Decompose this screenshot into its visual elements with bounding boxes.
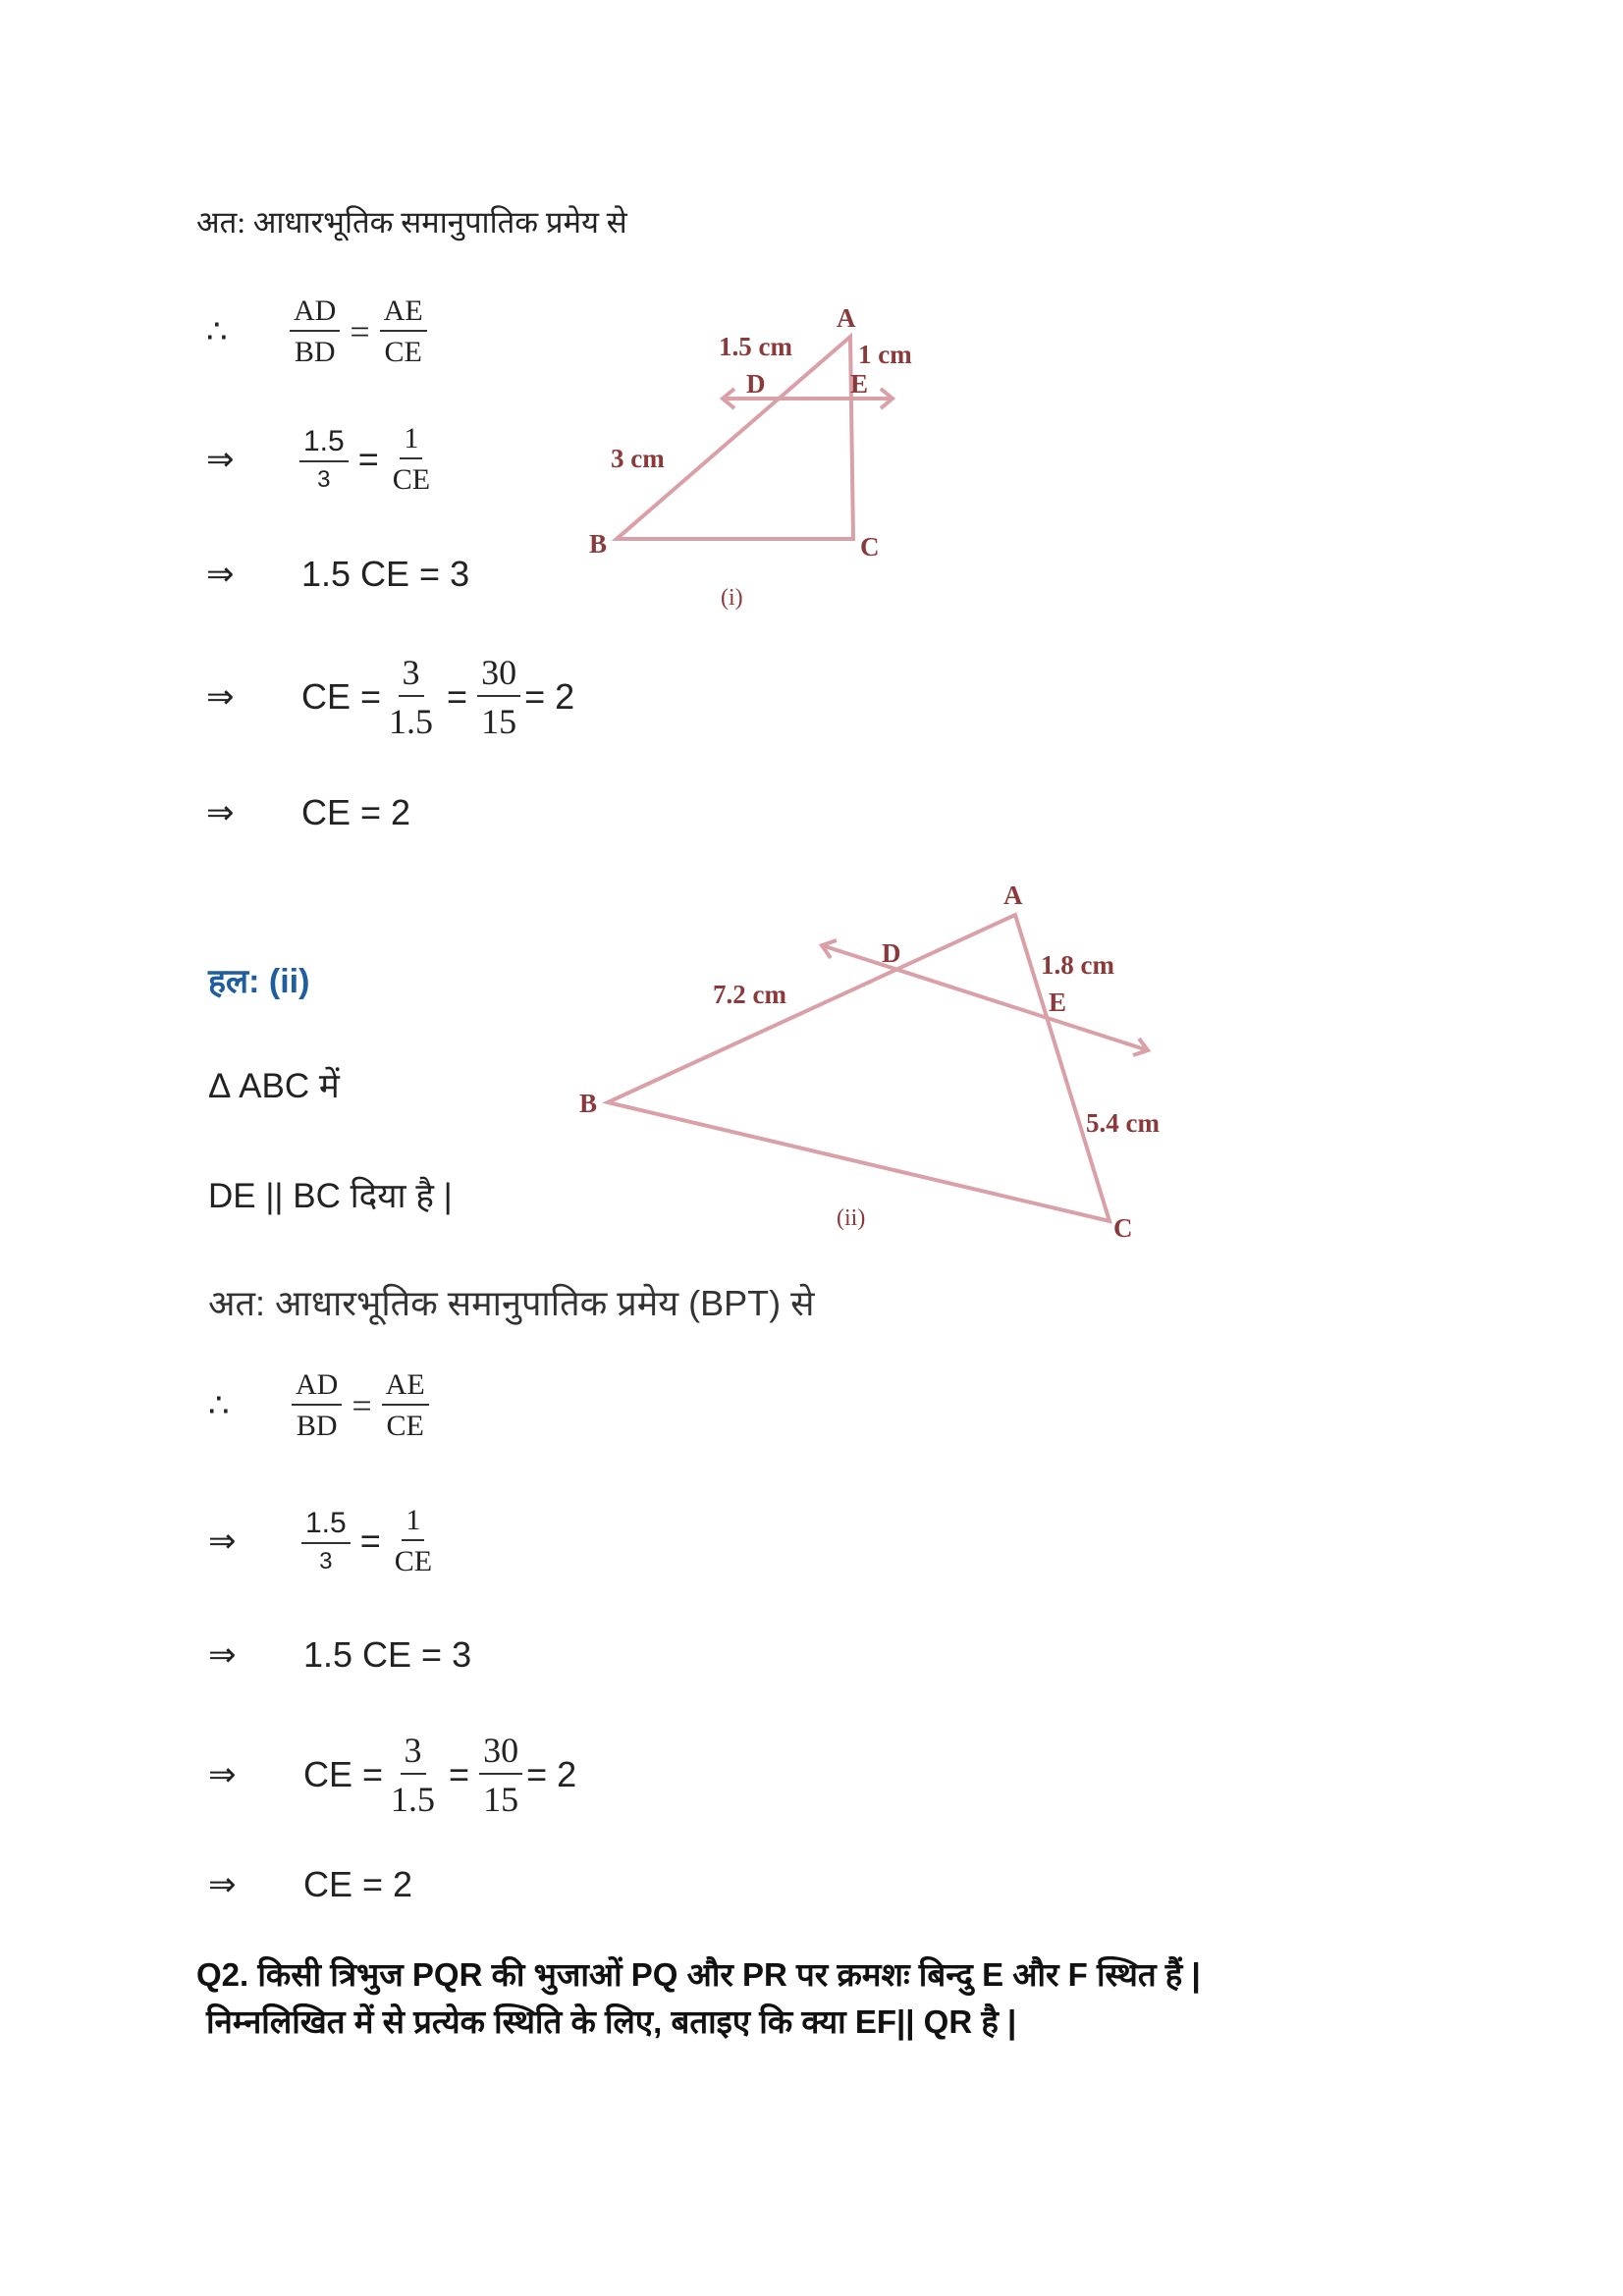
numerator: 1.5	[299, 425, 349, 462]
numerator: AE	[380, 294, 427, 332]
triangle-statement: Δ ABC में	[208, 1067, 340, 1105]
implies-symbol: ⇒	[208, 1522, 237, 1560]
label-b: B	[579, 1089, 598, 1118]
numerator: 3	[401, 1730, 426, 1775]
implies-symbol: ⇒	[206, 556, 235, 593]
equation-rhs: = 2	[526, 1754, 577, 1794]
equation-5	[208, 1862, 412, 1907]
solution-heading: हल: (ii)	[208, 963, 310, 1000]
label-c: C	[860, 532, 880, 561]
equation-lhs: CE =	[301, 676, 382, 717]
label-db: 3 cm	[611, 444, 665, 473]
numerator: 30	[479, 1730, 522, 1775]
equation-2	[208, 1494, 440, 1588]
label-e: E	[850, 369, 869, 399]
implies-symbol: ⇒	[208, 1866, 237, 1903]
given-statement: DE || BC दिया है |	[208, 1177, 453, 1215]
denominator: CE	[384, 336, 422, 368]
question-q2-line2: निम्नलिखित में से प्रत्येक स्थिति के लिए, बताइए कि क्या EF|| QR है |	[206, 2003, 1017, 2040]
triangle-abc-ii	[608, 915, 1109, 1221]
denominator: CE	[392, 463, 431, 496]
label-e: E	[1049, 988, 1067, 1017]
equals: =	[447, 676, 468, 717]
implies-symbol: ⇒	[208, 1636, 237, 1674]
triangle-abc-i	[617, 337, 853, 539]
therefore-symbol: ∴	[206, 314, 228, 350]
question-q2-line1: Q2. किसी त्रिभुज PQR की भुजाओं PQ और PR पर क्रमशः बिन्दु E और F स्थित हैं |	[196, 1956, 1201, 1993]
label-d: D	[882, 938, 901, 968]
denominator: 1.5	[391, 1780, 436, 1819]
equation-text: CE = 2	[303, 1864, 413, 1904]
label-a: A	[1003, 881, 1023, 910]
equals: =	[449, 1754, 470, 1794]
equation-1	[208, 1359, 433, 1453]
numerator: 1	[402, 1504, 424, 1541]
equation-lhs: CE =	[303, 1754, 384, 1794]
denominator: CE	[394, 1545, 433, 1577]
label-c: C	[1113, 1213, 1133, 1243]
equation-3	[208, 1632, 471, 1678]
numerator: 3	[399, 652, 424, 697]
numerator: AE	[382, 1368, 429, 1406]
label-bd: 7.2 cm	[713, 980, 786, 1009]
equals: =	[357, 439, 379, 479]
numerator: 1.5	[301, 1507, 351, 1544]
numerator: AD	[292, 1368, 342, 1406]
numerator: 1	[400, 422, 422, 459]
implies-symbol: ⇒	[208, 1756, 237, 1793]
bpt-intro-2: अत: आधारभूतिक समानुपातिक प्रमेय (BPT) से	[208, 1283, 815, 1323]
equation-rhs: = 2	[524, 676, 575, 717]
label-a: A	[837, 303, 856, 333]
equation-4	[208, 1716, 576, 1834]
equation-text: CE = 2	[301, 792, 411, 832]
label-d: D	[746, 369, 766, 399]
numerator: 30	[477, 652, 520, 697]
equals: =	[352, 1386, 372, 1425]
equation-text: 1.5 CE = 3	[301, 554, 470, 594]
label-ec: 5.4 cm	[1086, 1108, 1160, 1138]
equals: =	[350, 312, 370, 351]
label-ae: 1.8 cm	[1041, 950, 1114, 980]
denominator: 1.5	[389, 702, 434, 741]
denominator: BD	[294, 336, 336, 368]
equals: =	[359, 1521, 381, 1561]
figure-caption-ii: (ii)	[837, 1205, 866, 1231]
implies-symbol: ⇒	[206, 794, 235, 831]
denominator: 3	[319, 1548, 333, 1575]
denominator: BD	[296, 1410, 338, 1442]
figure-i	[617, 337, 893, 539]
equation-text: 1.5 CE = 3	[303, 1634, 472, 1675]
bpt-intro-1: अत: आधारभूतिक समानुपातिक प्रमेय से	[196, 205, 627, 240]
denominator: 15	[481, 702, 517, 741]
label-ae: 1 cm	[858, 340, 912, 369]
denominator: 3	[317, 466, 331, 493]
implies-symbol: ⇒	[206, 441, 235, 478]
denominator: CE	[386, 1410, 424, 1442]
figure-caption-i: (i)	[721, 585, 743, 611]
label-ad: 1.5 cm	[719, 332, 792, 361]
implies-symbol: ⇒	[206, 678, 235, 716]
therefore-symbol: ∴	[208, 1388, 230, 1424]
numerator: AD	[290, 294, 340, 332]
label-b: B	[589, 529, 608, 559]
denominator: 15	[483, 1780, 519, 1819]
